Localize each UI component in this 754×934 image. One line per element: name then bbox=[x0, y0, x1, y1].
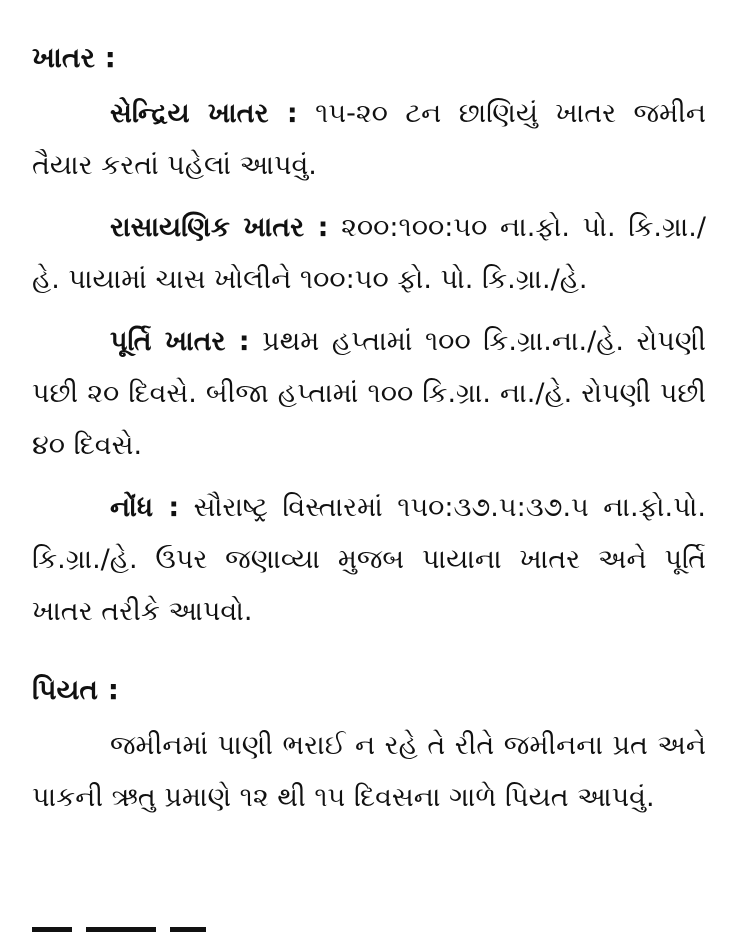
irrigation-paragraph bbox=[32, 720, 706, 824]
irrigation-heading: પિયત : bbox=[32, 673, 119, 706]
organic-fertilizer-text: ૧૫-૨૦ ટન છાણિયું ખાતર જમીન તૈયાર કરતાં પહેલાં આપવું. bbox=[32, 98, 706, 181]
supplement-fertilizer-text: પ્રથમ હપ્તામાં ૧૦૦ કિ.ગ્રા.ના./હે. રોપણી પછી ૨૦ દિવસે. બીજા હપ્તામાં ૧૦૦ કિ.ગ્રા. ના./હે. રોપણી પછી ૪૦ દિવસે. bbox=[32, 326, 706, 461]
cut-off-next-line bbox=[32, 918, 292, 932]
fertilizer-heading: ખાતર : bbox=[32, 41, 116, 74]
organic-fertilizer-paragraph bbox=[32, 88, 706, 192]
organic-fertilizer-label: સેન્દ્રિય ખાતર : bbox=[110, 98, 298, 129]
chemical-fertilizer-paragraph bbox=[32, 202, 706, 306]
note-label: નોંધ : bbox=[110, 492, 180, 523]
irrigation-text: જમીનમાં પાણી ભરાઈ ન રહે તે રીતે જમીનના પ્રત અને પાકની ઋતુ પ્રમાણે ૧૨ થી ૧૫ દિવસના ગાળે પિયત આપવું. bbox=[32, 730, 706, 813]
supplement-fertilizer-paragraph bbox=[32, 316, 706, 472]
chemical-fertilizer-text: ૨૦૦:૧૦૦:૫૦ ના.ફો. પો. કિ.ગ્રા./હે. પાયામાં ચાસ ખોલીને ૧૦૦:૫૦ ફો. પો. કિ.ગ્રા./હે. bbox=[32, 212, 706, 295]
note-text: સૌરાષ્ટ્ર વિસ્તારમાં ૧૫૦:૩૭.૫:૩૭.૫ ના.ફો.પો. કિ.ગ્રા./હે. ઉપર જણાવ્યા મુજબ પાયાના ખાતર અને પૂર્તિ ખાતર તરીકે આપવો. bbox=[32, 492, 706, 627]
note-paragraph bbox=[32, 482, 706, 638]
chemical-fertilizer-label: રાસાયણિક ખાતર : bbox=[110, 212, 329, 243]
supplement-fertilizer-label: પૂર્તિ ખાતર : bbox=[110, 326, 250, 357]
